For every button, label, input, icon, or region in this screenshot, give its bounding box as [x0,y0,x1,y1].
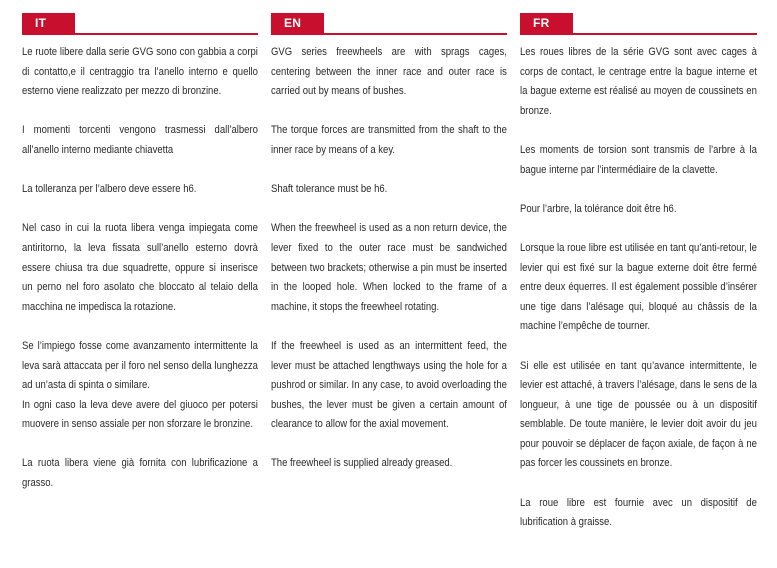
paragraph: If the freewheel is used as an intermittent feed, the lever must be attached lengthways using the hole for a pushrod or similar. In any case, to avoid overloading the bushes, the lever must be given a certain amount of clearance to allow for the axial movement. [271,339,507,431]
paragraph: Shaft tolerance must be h6. [271,183,388,196]
paragraph: La roue libre est fournie avec un dispositif de lubrification à graisse. [520,496,757,529]
language-tab-fr: FR [520,13,573,33]
paragraph: I momenti torcenti vengono trasmessi dall’albero all’anello interno mediante chiavetta [22,124,258,156]
paragraph: Pour l’arbre, la tolérance doit être h6. [520,202,677,215]
column-english [271,13,507,494]
paragraph: Les moments de torsion sont transmis de l’arbre à la bague interne par l’intermédiaire de la clavette. [520,143,757,176]
language-tab-it: IT [22,13,75,33]
paragraph: Lorsque la roue libre est utilisée en tant qu’anti-retour, le levier qui est fixé sur la bague externe doit être fermé entre deux équerres. Il est également possible d’insérer une tige dans l’alésage qui, bloqué au châssis de la machine l’empêche de tourner. [520,241,757,333]
paragraph: Si elle est utilisée en tant qu’avance intermittente, le levier est attaché, à travers l’alésage, dans le sens de la longueur, à une tige de poussée ou à un dispositif semblable. De toute manière, le levier doit avoir du jeu pour pouvoir se déplacer de façon axiale, de façon à ne pas forcer les coussinets en bronze. [520,359,757,470]
paragraph: Se l’impiego fosse come avanzamento intermittente la leva sarà attaccata per il foro nel senso della lunghezza ad un’asta di spinta o similare. In ogni caso la leva deve avere del giuoco per potersi muovere in senso assiale per non sforzare le bronzine. [22,339,258,431]
paragraph: Nel caso in cui la ruota libera venga impiegata come antiritorno, la leva fissata sull’anello esterno dovrà essere chiusa tra due squadrette, oppure si inserisce un perno nel foro asolato che bloccato al telaio della macchina ne impedisca la rotazione. [22,222,258,313]
paragraph: The freewheel is supplied already greased. [271,457,453,470]
paragraph: When the freewheel is used as a non return device, the lever fixed to the outer race must be sandwiched between two brackets; otherwise a pin must be inserted in the looped hole. When locked to the frame of a machine, it stops the freewheel rotating. [271,222,507,313]
text-body-en [271,43,507,474]
paragraph: The torque forces are transmitted from the shaft to the inner race by means of a key. [271,124,507,156]
language-header-en [271,13,507,35]
column-french [520,13,757,552]
paragraph: Les roues libres de la série GVG sont avec cages à corps de contact, le centrage entre la bague interne et la bague externe est réalisé au moyen de coussinets en bronze. [520,46,757,117]
language-tab-en: EN [271,13,324,33]
paragraph: La tolleranza per l’albero deve essere h6. [22,183,197,196]
paragraph: GVG series freewheels are with sprags cages, centering between the inner race and outer race is carried out by means of bushes. [271,46,507,98]
text-body-fr [520,43,757,533]
text-body-it [22,43,258,494]
paragraph: La ruota libera viene già fornita con lubrificazione a grasso. [22,457,258,490]
paragraph: Le ruote libere dalla serie GVG sono con gabbia a corpi di contatto,e il centraggio tra l’anello interno e quello esterno viene realizzato per mezzo di bronzine. [22,46,258,98]
column-italian [22,13,258,513]
language-header-it [22,13,258,35]
language-header-fr [520,13,757,35]
